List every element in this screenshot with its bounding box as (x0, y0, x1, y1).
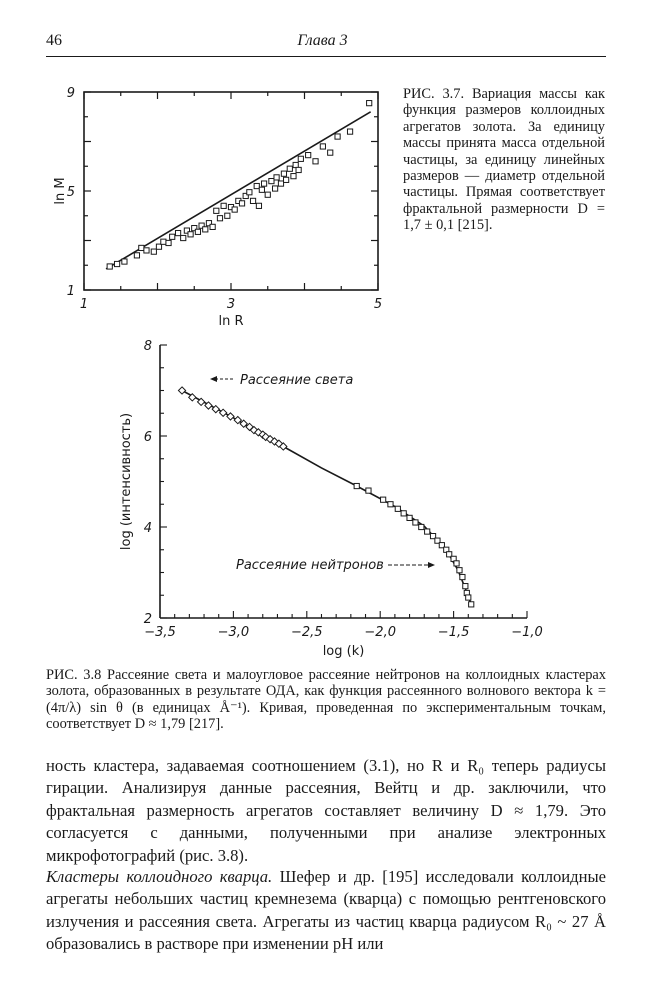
y-tick-label: 1 (66, 284, 75, 299)
x-tick-label: −2,0 (364, 625, 396, 640)
x-axis-label: log (k) (322, 644, 365, 659)
light-scattering-point (227, 413, 234, 420)
neutron-scattering-point (407, 515, 412, 520)
light-annotation-arrowhead (210, 376, 217, 382)
neutron-scattering-point (395, 506, 400, 511)
body-paragraph-1: ность кластера, задаваемая соотношением (3.1), но R и R₀ теперь радиусы гирации. Анализируя данные рассеяния, Вейтц и др. заключили, что фрактальная размерность агрегатов составляет величину D ≈ 1,79. Это согласуется с данными, полученными при анализе электронных микрофотографий (рис. 3.8). (46, 756, 606, 865)
x-tick-label: −1,0 (511, 625, 543, 640)
x-tick-label: 5 (373, 297, 383, 312)
neutron-scattering-point (388, 502, 393, 507)
neutron-scattering-point (366, 488, 371, 493)
body-paragraph-2-text: Шефер и др. [195] исследовали коллоидные агрегаты небольших частиц кремнезема (кварца) с помощью рентгеновского излучения и рассеяния света. Агрегаты из частиц кварца радиусом R₀ ~ 27 Å образовались в растворе при изменении pH или (46, 867, 606, 954)
neutron-scattering-point (460, 574, 465, 579)
neutron-scattering-point (466, 595, 471, 600)
section-title-inline: Кластеры коллоидного кварца. (46, 867, 273, 886)
x-tick-label: 1 (79, 297, 89, 312)
x-tick-label: −2,5 (291, 625, 323, 640)
body-paragraph-2 (46, 866, 606, 956)
neutron-scattering-point (419, 524, 424, 529)
y-tick-label: 5 (66, 185, 75, 200)
light-scattering-point (178, 387, 185, 394)
neutron-scattering-point (463, 584, 468, 589)
y-axis-label: log (интенсивность) (119, 412, 134, 551)
neutron-scattering-point (454, 561, 459, 566)
neutron-annotation-label: Рассеяние нейтронов (236, 558, 384, 573)
y-axis-label: ln M (53, 177, 68, 205)
neutron-scattering-point (401, 511, 406, 516)
page-number: 46 (46, 32, 62, 49)
y-tick-label: 9 (66, 86, 75, 101)
y-tick-label: 8 (143, 339, 152, 354)
y-tick-label: 2 (143, 612, 152, 627)
y-tick-label: 4 (143, 521, 152, 536)
x-axis-label: ln R (218, 314, 244, 329)
running-head: Глава 3 (297, 32, 348, 49)
figure-3-8-caption: РИС. 3.8 Рассеяние света и малоугловое рассеяние нейтронов на коллоидных кластерах золота, образованных в результате ОДА, как функция рассеянного волнового вектора k = (4π/λ) sin θ (в единицах Å⁻¹). Кривая, проведенная по экспериментальным точкам, соответствует D ≈ 1,79 [217]. (46, 667, 606, 733)
x-tick-label: −1,5 (437, 625, 470, 640)
neutron-scattering-point (381, 497, 386, 502)
y-tick-label: 6 (143, 430, 152, 445)
neutron-scattering-point (457, 568, 462, 573)
light-annotation-label: Рассеяние света (240, 373, 354, 388)
figure-3-7-caption: РИС. 3.7. Вариация массы как функция размеров коллоидных агрегатов золота. За единицу массы принята масса отдельной частицы, за единицу линейных размеров — диаметр отдельной частицы. Прямая соответствует фрактальной размерности D = 1,7 ± 0,1 [215]. (403, 86, 605, 234)
x-tick-label: −3,0 (217, 625, 250, 640)
neutron-scattering-point (413, 520, 418, 525)
neutron-annotation-arrowhead (428, 562, 435, 568)
x-tick-label: 3 (226, 297, 236, 312)
neutron-scattering-point (469, 602, 474, 607)
x-tick-label: −3,5 (144, 625, 176, 640)
neutron-scattering-point (425, 529, 430, 534)
neutron-scattering-point (354, 483, 359, 488)
